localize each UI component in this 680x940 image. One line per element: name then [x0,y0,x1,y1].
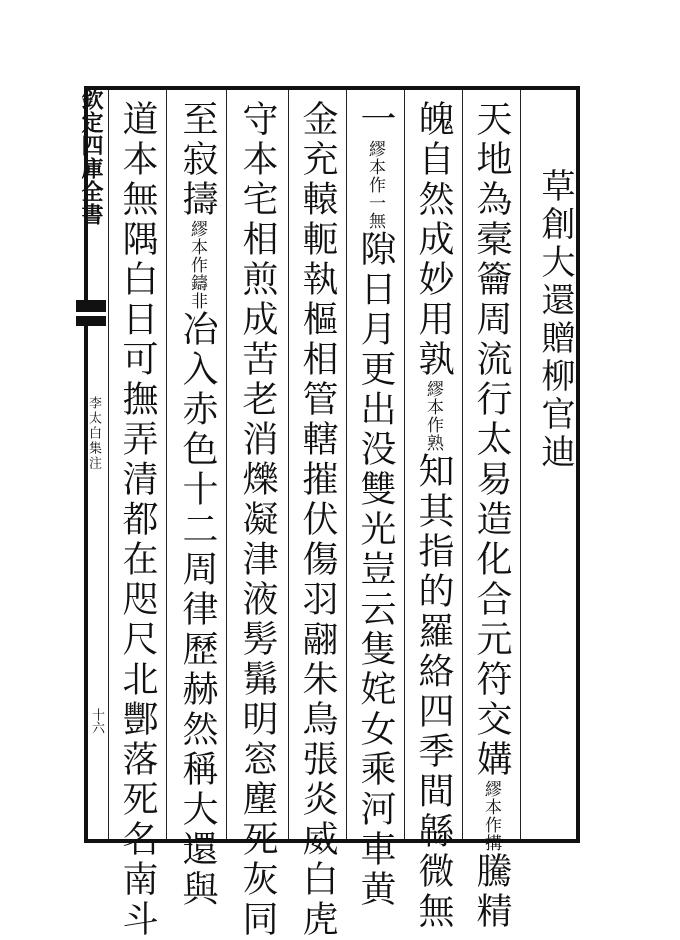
margin-series-title: 欽定四庫全書 [78,88,104,226]
margin-page-number: 十六 [89,708,104,734]
main-text: 騰精 [471,852,512,932]
column-rule [520,90,521,839]
main-text: 魄自然成妙用孰 [413,100,454,380]
column-rule [166,90,167,839]
text-column-5 [232,100,282,940]
column-rule [108,90,109,839]
text-column-3 [350,100,400,910]
annotation-note: 繆本作熟 [423,380,443,452]
annotation-note: 繆本作搆 [481,780,501,852]
main-text: 金充轅軛執樞相管轄摧伏傷羽翮朱鳥張炎威白虎 [297,100,338,940]
main-text: 一 [355,100,396,140]
column-rule [462,90,463,839]
annotation-note: 繆本作鑄非 [187,220,207,310]
main-text: 隙日月更出没雙光豈云隻姹女乘河車黄 [355,230,396,910]
fish-tail-mark-gap [76,312,106,316]
text-column-4 [292,100,342,940]
poem-title: 草創大還贈柳官迪 [535,168,575,472]
text-column-6 [172,100,222,910]
main-text: 道本無隅白日可撫弄清都在咫尺北酆落死名南斗 [117,100,158,940]
main-text: 守本宅相煎成苦老消爍凝津液髣髴明窓塵死灰同 [237,100,278,940]
column-rule [288,90,289,839]
column-rule [226,90,227,839]
text-column-2 [408,100,458,932]
text-column-1 [466,100,516,932]
main-text: 知其指的羅絡四季間緜微無 [413,452,454,932]
main-text: 冶入赤色十二周律歷赫然稱大還與 [177,310,218,910]
column-rule [404,90,405,839]
main-text: 天地為槖籥周流行太易造化合元符交媾 [471,100,512,780]
main-text: 至寂擣 [177,100,218,220]
margin-book-title: 李太白集注 [86,396,101,471]
column-rule [346,90,347,839]
annotation-note: 繆本作一無 [365,140,385,230]
text-column-7 [112,100,162,940]
